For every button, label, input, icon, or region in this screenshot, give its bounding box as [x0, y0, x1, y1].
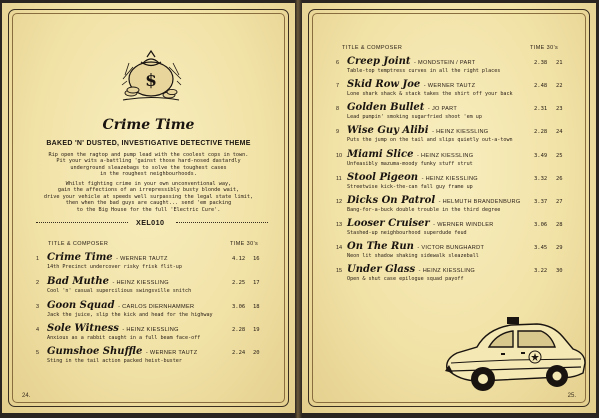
police-car-icon: [441, 303, 589, 397]
description-line: Pit your wits a-battling 'gainst those hard-nosed dastardly: [56, 158, 241, 165]
track-description: Lone shark shack & stack takes the shirt off your back: [347, 91, 513, 97]
track-description: Streetwise kick-the-can fall guy frame up: [347, 184, 473, 190]
track-number: 10: [336, 153, 343, 159]
track-time: 2.28: [534, 129, 548, 135]
track-number: 3: [36, 304, 40, 310]
track-title: Looser Cruiser - WERNER WINDLER: [347, 218, 494, 229]
track-description: Bang-for-a-buck double trouble in the third degree: [347, 207, 501, 213]
description-line: gain the affections of an irrepressibly busty blonde wait,: [57, 187, 240, 194]
track-title: Gumshoe Shuffle - WERNER TAUTZ: [47, 346, 198, 357]
page-number: 25.: [567, 393, 576, 399]
column-time: TIME 30's: [530, 45, 559, 51]
track-name: Skid Row Joe: [347, 79, 421, 90]
track-title: Dicks On Patrol - HELMUTH BRANDENBURG: [347, 195, 521, 206]
track-number: 2: [36, 280, 40, 286]
track-composer: WERNER TAUTZ: [427, 83, 476, 89]
track-composer: HEINZ KIESSLING: [421, 153, 474, 159]
description-paragraph-1: [20, 152, 277, 178]
track-name: Under Glass: [347, 264, 416, 275]
track-row: [36, 252, 266, 278]
track-time: 3.06: [232, 304, 246, 310]
description-paragraph-2: [20, 181, 277, 213]
track-30s-version: 16: [253, 256, 260, 262]
description-line: drive your vehicle at speeds well surpassing the legal state limit,: [43, 193, 254, 200]
track-composer: HEINZ KIESSLING: [116, 280, 169, 286]
track-time: 3.06: [534, 222, 548, 228]
column-time: TIME 30's: [230, 241, 259, 247]
track-time: 3.49: [534, 153, 548, 159]
track-description: Puts the jump on the tail and slips quietly out-a-town: [347, 137, 513, 143]
track-30s-version: 24: [556, 129, 563, 135]
svg-text:$: $: [145, 71, 157, 91]
track-description: Anxious as a rabbit caught in a full beam face-off: [47, 335, 201, 341]
track-title: Sole Witness - HEINZ KIESSLING: [47, 323, 179, 334]
track-time: 2.31: [534, 106, 548, 112]
track-name: Bad Muthe: [47, 276, 109, 287]
dotted-rule: [36, 222, 128, 223]
track-name: Dicks On Patrol: [347, 195, 436, 206]
catalog-divider: [36, 218, 268, 227]
track-number: 9: [336, 129, 340, 135]
track-name: Stool Pigeon: [347, 172, 419, 183]
money-bag-icon: [119, 45, 183, 103]
track-description: Cool 'n' casual supercilious swingsville snitch: [47, 288, 192, 294]
track-description: Sting in the tail action packed heist-buster: [47, 358, 182, 364]
track-time: 3.37: [534, 199, 548, 205]
track-number: 12: [336, 199, 343, 205]
track-time: 3.22: [534, 268, 548, 274]
description-line: underground sleazebags to solve the toughest cases: [70, 164, 227, 171]
track-title: Under Glass - HEINZ KIESSLING: [347, 264, 476, 275]
track-number: 6: [336, 60, 340, 66]
track-name: Crime Time: [47, 252, 113, 263]
left-page: [2, 3, 295, 413]
track-name: Looser Cruiser: [347, 218, 430, 229]
track-time: 3.32: [534, 176, 548, 182]
track-row: [36, 346, 266, 372]
track-time: 2.28: [232, 327, 246, 333]
track-time: 3.45: [534, 245, 548, 251]
track-time: 4.12: [232, 256, 246, 262]
track-description: Open & shut case epilogue squad payoff: [347, 276, 464, 282]
track-30s-version: 26: [556, 176, 563, 182]
track-name: Golden Bullet: [347, 102, 425, 113]
description-line: Rip open the ragtop and pump lead with the coolest cops in town.: [48, 152, 249, 158]
track-description: Neon lit shadow shaking sidewalk sleazeball: [347, 253, 479, 259]
track-name: Miami Slice: [347, 149, 414, 160]
track-number: 8: [336, 106, 340, 112]
track-title: Crime Time - WERNER TAUTZ: [47, 252, 168, 263]
track-30s-version: 21: [556, 60, 563, 66]
track-30s-version: 19: [253, 327, 260, 333]
track-name: Gumshoe Shuffle: [47, 346, 143, 357]
track-row: [336, 264, 572, 290]
track-30s-version: 17: [253, 280, 260, 286]
album-title: Crime Time: [102, 117, 195, 133]
description-line: to the Big House for the full 'Electric Cure'.: [76, 206, 221, 213]
track-title: Stool Pigeon - HEINZ KIESSLING: [347, 172, 478, 183]
track-row: [336, 125, 572, 151]
track-time: 2.48: [534, 83, 548, 89]
track-description: Stashed-up neighbourhood superdude feud: [347, 230, 467, 236]
track-title: On The Run - VICTOR BUNGHARDT: [347, 241, 485, 252]
page-number: 24.: [22, 393, 31, 399]
description-line: Whilst fighting crime in your own unconventional way,: [65, 181, 232, 187]
track-composer: JO PART: [431, 106, 458, 112]
dotted-rule: [176, 222, 268, 223]
track-title: Wise Guy Alibi - HEINZ KIESSLING: [347, 125, 489, 136]
track-composer: HEINZ KIESSLING: [422, 268, 476, 274]
track-name: Creep Joint: [347, 56, 411, 67]
track-number: 7: [336, 83, 340, 89]
track-row: [36, 276, 266, 302]
description-line: then when the bad guys are caught... send 'em packing: [65, 200, 232, 207]
album-subtitle: BAKED 'N' DUSTED, INVESTIGATIVE DETECTIVE THEME: [46, 140, 251, 147]
track-description: Lead pumpin' smoking sugarfried shoot 'em up: [347, 114, 482, 120]
track-title: Skid Row Joe - WERNER TAUTZ: [347, 79, 476, 90]
track-30s-version: 22: [556, 83, 563, 89]
track-30s-version: 28: [556, 222, 563, 228]
track-composer: HEINZ KIESSLING: [126, 327, 179, 333]
catalog-number: XEL010: [136, 218, 165, 227]
right-page: [302, 3, 596, 413]
description-line: in the roughest neighbourhoods.: [100, 171, 197, 178]
track-name: Wise Guy Alibi: [347, 125, 429, 136]
track-description: 14th Precinct undercover risky frisk flit-up: [47, 264, 182, 270]
track-time: 2.25: [232, 280, 246, 286]
track-30s-version: 18: [253, 304, 260, 310]
track-name: Sole Witness: [47, 323, 119, 334]
track-time: 2.38: [534, 60, 548, 66]
track-number: 5: [36, 350, 40, 356]
track-title: Miami Slice - HEINZ KIESSLING: [347, 149, 474, 160]
track-composer: VICTOR BUNGHARDT: [421, 245, 485, 251]
track-30s-version: 25: [556, 153, 563, 159]
track-name: On The Run: [347, 241, 414, 252]
track-title: Goon Squad - CARLOS DIERNHAMMER: [47, 300, 195, 311]
track-number: 14: [336, 245, 343, 251]
track-30s-version: 27: [556, 199, 563, 205]
column-title-composer: TITLE & COMPOSER: [48, 241, 109, 247]
track-composer: HELMUTH BRANDENBURG: [442, 199, 521, 205]
track-description: Jack the juice, slip the kick and head for the highway: [47, 312, 213, 318]
track-composer: WERNER TAUTZ: [149, 350, 198, 356]
track-composer: WERNER WINDLER: [437, 222, 494, 228]
book-gutter: [295, 0, 302, 418]
track-title: Creep Joint - MONDSTEIN / PART: [347, 56, 476, 67]
track-time: 2.24: [232, 350, 246, 356]
track-number: 15: [336, 268, 343, 274]
track-title: Golden Bullet - JO PART: [347, 102, 458, 113]
track-composer: HEINZ KIESSLING: [436, 129, 489, 135]
track-name: Goon Squad: [47, 300, 115, 311]
track-number: 13: [336, 222, 343, 228]
track-30s-version: 23: [556, 106, 563, 112]
track-30s-version: 30: [556, 268, 563, 274]
track-30s-version: 29: [556, 245, 563, 251]
track-composer: CARLOS DIERNHAMMER: [122, 304, 195, 310]
track-30s-version: 20: [253, 350, 260, 356]
track-description: Unfeasibly mazuma-moody funky stuff strut: [347, 161, 473, 167]
track-title: Bad Muthe - HEINZ KIESSLING: [47, 276, 169, 287]
track-composer: WERNER TAUTZ: [120, 256, 168, 262]
track-composer: HEINZ KIESSLING: [425, 176, 478, 182]
track-number: 1: [36, 256, 40, 262]
track-number: 4: [36, 327, 40, 333]
track-composer: MONDSTEIN / PART: [418, 60, 476, 66]
track-number: 11: [336, 176, 342, 182]
track-description: Table-top temptress curves in all the right places: [347, 68, 501, 74]
column-title-composer: TITLE & COMPOSER: [342, 45, 403, 51]
